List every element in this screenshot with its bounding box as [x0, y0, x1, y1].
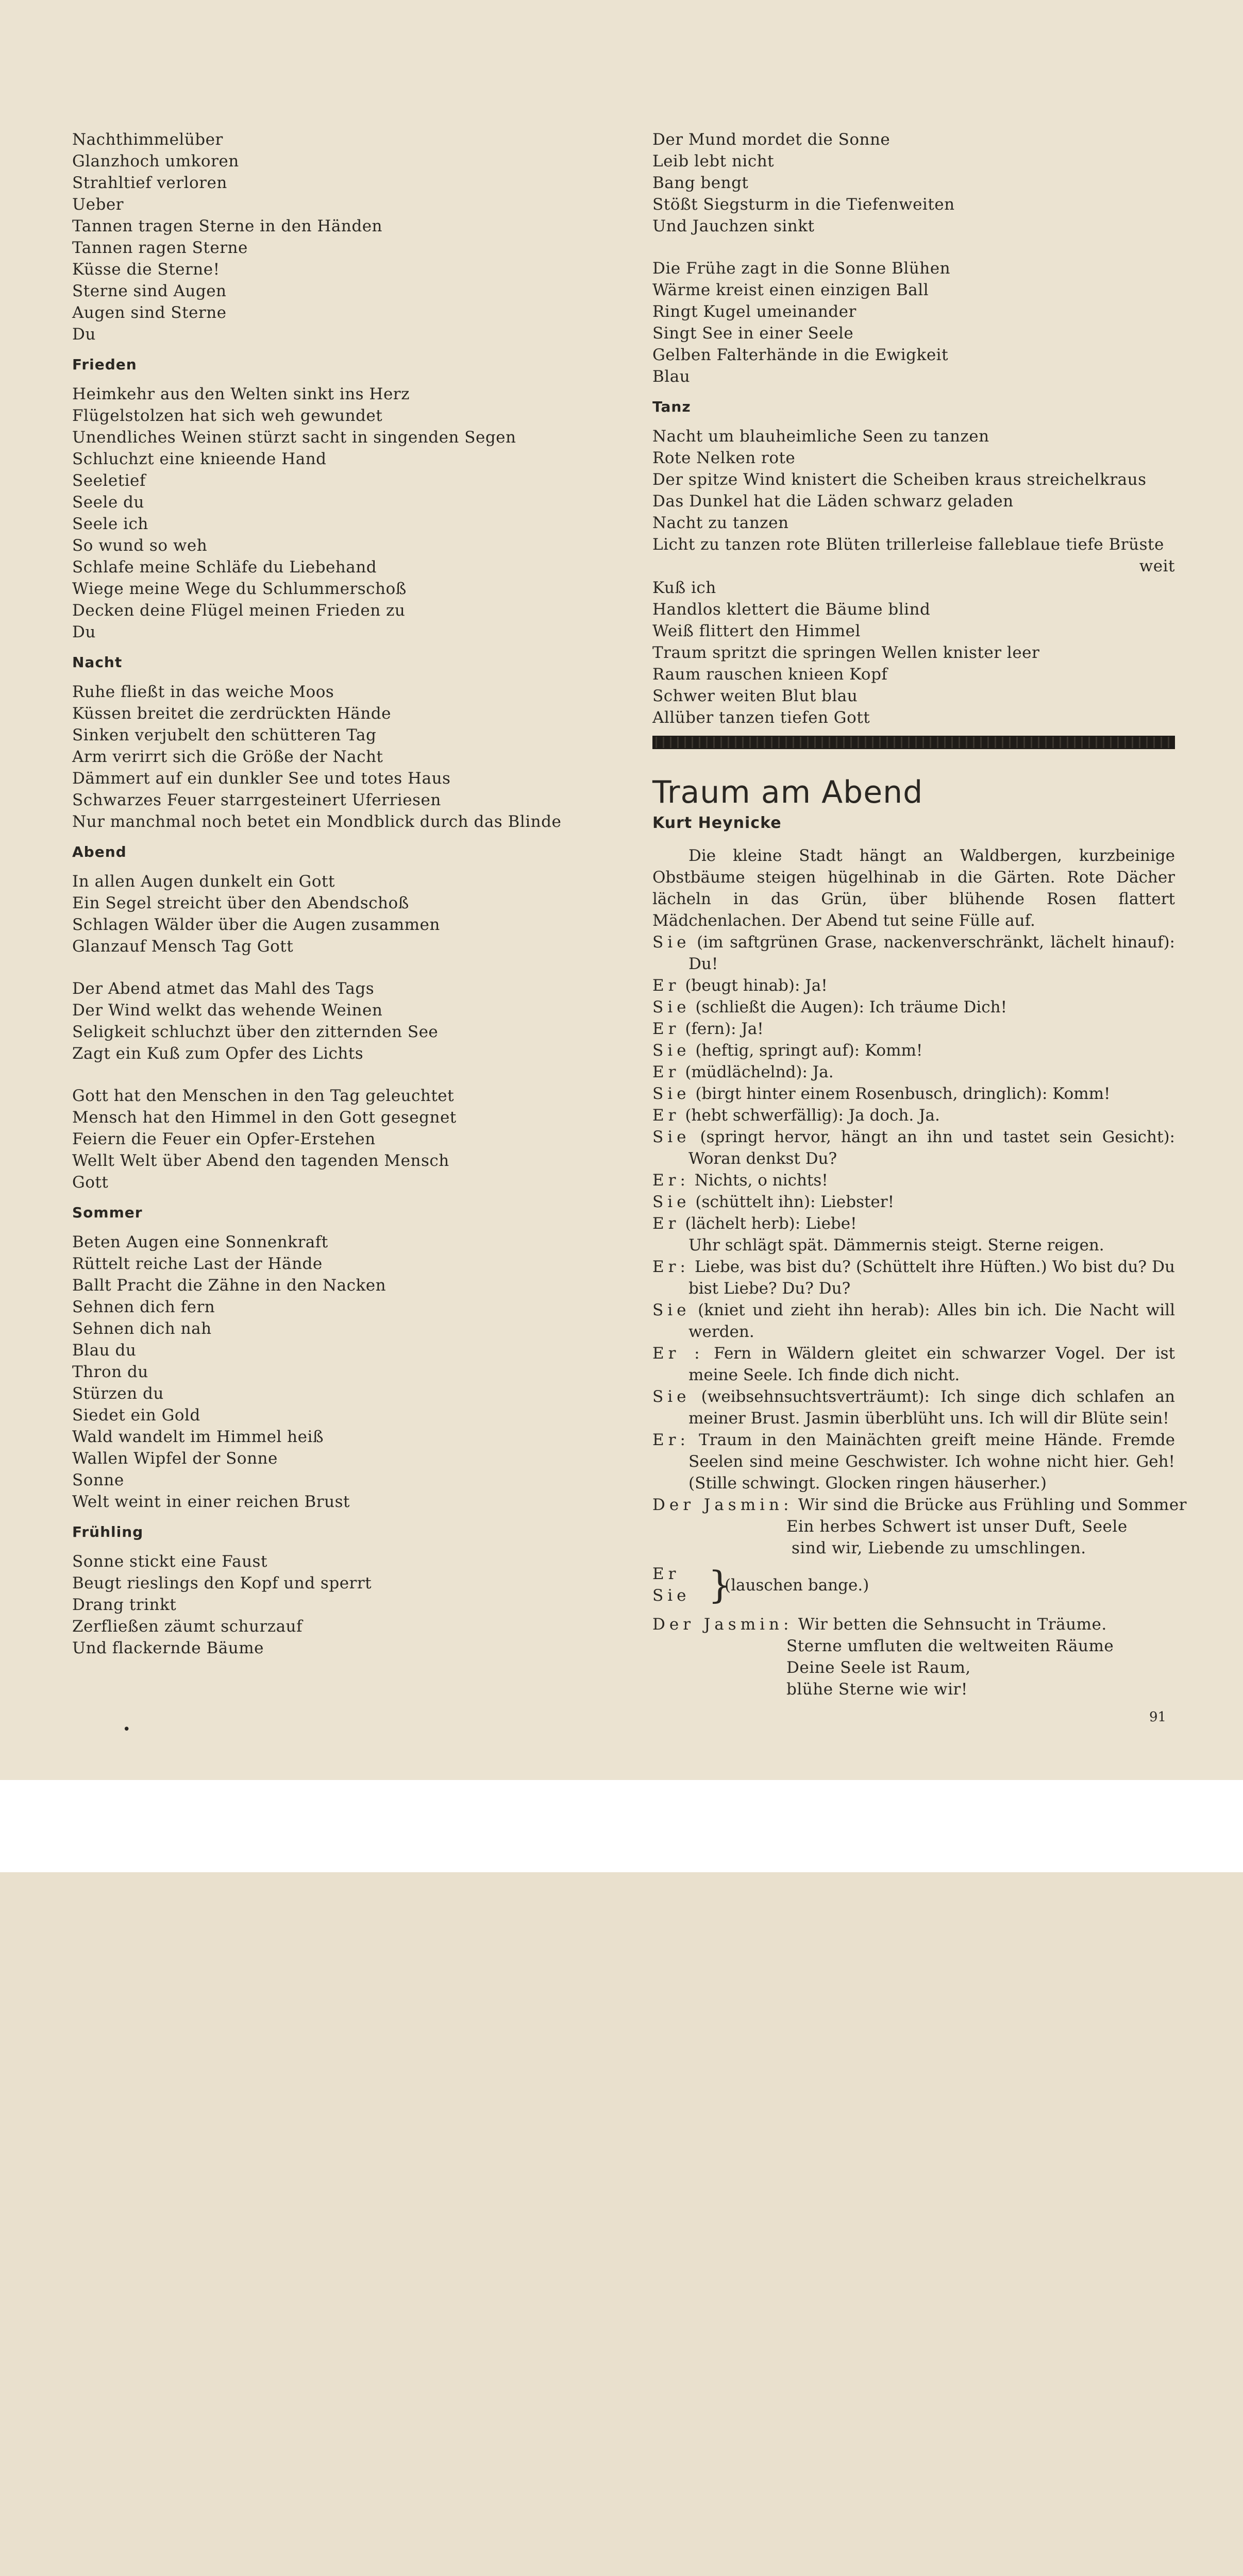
verse-line: Beugt rieslings den Kopf und sperrt — [72, 1574, 372, 1592]
verse-line: Ruhe fließt in das weiche Moos — [72, 683, 334, 701]
verse-line: weit — [1139, 557, 1175, 575]
verse-line: Flügelstolzen hat sich weh gewundet — [72, 406, 383, 425]
stanza-gap — [652, 237, 1175, 258]
dialogue-entry — [652, 1213, 1175, 1234]
verse-line: Wir betten die Sehnsucht in Träume. — [798, 1615, 1107, 1634]
speaker: Er — [652, 1020, 680, 1038]
dialogue-text: Liebe, was bist du? (Schüttelt ihre Hüften.) Wo bist du? Du bist Liebe? Du? Du? — [688, 1258, 1175, 1298]
verse-line: In allen Augen dunkelt ein Gott — [72, 872, 335, 891]
poem-heading: Tanz — [652, 398, 691, 415]
verse-line: Der Wind welkt das wehende Weinen — [72, 1001, 383, 1020]
stanza-gap — [72, 957, 618, 978]
verse-line: Nur manchmal noch betet ein Mondblick durch das Blinde — [72, 812, 562, 831]
verse-line: Rote Nelken rote — [652, 449, 796, 467]
dialogue-text: (heftig, springt auf): Komm! — [695, 1041, 923, 1060]
dialogue-text: (schüttelt ihn): Liebster! — [695, 1193, 895, 1211]
verse-line: Ueber — [72, 195, 124, 214]
verse-line: Raum rauschen knieen Kopf — [652, 665, 888, 684]
speaker: Sie — [652, 933, 691, 952]
verse-line: Der Abend atmet das Mahl des Tags — [72, 979, 375, 998]
dialogue-text: (schließt die Augen): Ich träume Dich! — [695, 998, 1007, 1016]
verse-line: Sinken verjubelt den schütteren Tag — [72, 726, 377, 744]
verse-line: Seeletief — [72, 471, 146, 490]
verse-line: Und flackernde Bäume — [72, 1639, 264, 1657]
verse-line: Strahltief verloren — [72, 174, 227, 192]
verse-line: sind wir, Liebende zu umschlingen. — [792, 1539, 1086, 1557]
dialogue-text: Fern in Wäldern gleitet ein schwarzer Vogel. Der ist meine Seele. Ich finde dich nicht. — [688, 1344, 1175, 1384]
dialogue-entry — [652, 1299, 1175, 1343]
verse-line: Seligkeit schluchzt über den zitternden See — [72, 1023, 439, 1041]
verse-line: Licht zu tanzen rote Blüten trillerleise falleblaue tiefe Brüste — [652, 535, 1164, 554]
verse-line: Glanzauf Mensch Tag Gott — [72, 937, 294, 956]
dialogue-entry — [652, 1429, 1175, 1494]
dialogue-entry — [652, 1191, 1175, 1213]
verse-line: Küsse die Sterne! — [72, 260, 220, 279]
jasmin-speech-2 — [652, 1614, 1175, 1700]
poem-heading: Frühling — [72, 1523, 144, 1540]
verse-line: Tannen ragen Sterne — [72, 239, 248, 257]
verse-line: Nacht um blauheimliche Seen zu tanzen — [652, 427, 989, 446]
verse-line: Der spitze Wind knistert die Scheiben kraus streichelkraus — [652, 470, 1147, 489]
verse-line: Nachthimmelüber — [72, 130, 223, 149]
verse-line: Wiege meine Wege du Schlummerschoß — [72, 580, 407, 598]
brace-speakers — [652, 1563, 691, 1606]
dialogue-text: (weibsehnsuchtsverträumt): Ich singe dich schlafen an meiner Brust. Jasmin überblüht uns. Ich will dir Blüte sein! — [688, 1387, 1175, 1428]
speaker: Der Jasmin: — [652, 1496, 793, 1514]
verse-line: Gott hat den Menschen in den Tag geleuchtet — [72, 1087, 455, 1105]
verse-line: Handlos klettert die Bäume blind — [652, 600, 931, 619]
verse-line: Welt weint in einer reichen Brust — [72, 1493, 350, 1511]
intro-text: Die kleine Stadt hängt an Waldbergen, kurzbeinige Obstbäume steigen hügelhinab in die Gärten. Rote Dächer lächeln in das Grün, über blühende Rosen flattert Mädchenlachen. Der Abend tut seine Fülle auf. — [652, 846, 1175, 930]
verse-line: Du — [72, 325, 96, 344]
speaker: Er — [652, 1214, 680, 1233]
dialogue-text: Uhr schlägt spät. Dämmernis steigt. Sterne reigen. — [688, 1236, 1104, 1255]
jasmin-speech-1 — [652, 1494, 1187, 1559]
poem-heading: Sommer — [72, 1204, 143, 1221]
section-divider-rule — [652, 736, 1175, 749]
dialogue-text: (beugt hinab): Ja! — [685, 976, 828, 995]
speaker: Sie — [652, 1041, 691, 1060]
dialogue-text: (birgt hinter einem Rosenbusch, dringlich): Komm! — [695, 1084, 1111, 1103]
page-number: 91 — [1149, 1709, 1167, 1725]
curly-brace-icon: } — [708, 1563, 732, 1606]
speaker: Er: — [652, 1431, 690, 1449]
dialogue-text: (müdlächelnd): Ja. — [685, 1063, 834, 1081]
poem-heading: Frieden — [72, 356, 137, 373]
verse-line: Stürzen du — [72, 1384, 164, 1403]
verse-line: Ein herbes Schwert ist unser Duft, Seele — [786, 1517, 1128, 1536]
dialogue-text: (lächelt herb): Liebe! — [685, 1214, 857, 1233]
brace-stage-direction — [652, 1563, 1175, 1609]
verse-line: Ringt Kugel umeinander — [652, 302, 856, 321]
verse-line: Und Jauchzen sinkt — [652, 217, 815, 235]
verse-line: Gelben Falterhände in die Ewigkeit — [652, 346, 949, 364]
verse-line: Traum spritzt die springen Wellen knister leer — [652, 643, 1040, 662]
dialogue-text: (springt hervor, hängt an ihn und tastet sein Gesicht): Woran denkst Du? — [688, 1128, 1175, 1168]
left-column — [72, 129, 618, 1659]
speaker: Er — [652, 1106, 680, 1125]
verse-line: Das Dunkel hat die Läden schwarz geladen — [652, 492, 1014, 511]
verse-line: Sonne stickt eine Faust — [72, 1552, 267, 1571]
verse-line: Seele du — [72, 493, 144, 512]
dialogue-entry — [652, 1343, 1175, 1386]
speaker: Er : — [652, 1344, 704, 1363]
verse-line: Tannen tragen Sterne in den Händen — [72, 217, 383, 235]
verse-line: Bang bengt — [652, 174, 749, 192]
verse-line: Sonne — [72, 1471, 124, 1489]
dialogue-text: (im saftgrünen Grase, nackenverschränkt, lächelt hinauf): Du! — [688, 933, 1175, 973]
right-column — [652, 129, 1187, 1700]
dialogue-entry — [652, 1234, 1175, 1256]
dialogue-text: (fern): Ja! — [685, 1020, 764, 1038]
verse-line: Allüber tanzen tiefen Gott — [652, 708, 870, 727]
verse-line: Drang trinkt — [72, 1596, 177, 1614]
verse-line: Mensch hat den Himmel in den Gott gesegnet — [72, 1108, 457, 1127]
speaker: Sie — [652, 1084, 691, 1103]
verse-line: Zagt ein Kuß zum Opfer des Lichts — [72, 1044, 364, 1063]
verse-line: Sehnen dich fern — [72, 1298, 215, 1316]
article-intro — [652, 845, 1175, 931]
dialogue-entry — [652, 1061, 1175, 1083]
verse-line: So wund so weh — [72, 536, 208, 555]
viewer-footer — [0, 1780, 1243, 1872]
verse-line: Leib lebt nicht — [652, 152, 775, 171]
dialogue-entry — [652, 1170, 1175, 1191]
speaker: Sie — [652, 1387, 691, 1406]
dialogue-entry — [652, 996, 1175, 1018]
dialogue-text: (hebt schwerfällig): Ja doch. Ja. — [685, 1106, 940, 1125]
speaker: Er: — [652, 1258, 690, 1276]
verse-line: Gott — [72, 1173, 109, 1192]
dialogue-entry — [652, 1386, 1175, 1429]
verse-line: Nacht zu tanzen — [652, 514, 789, 532]
verse-line: Glanzhoch umkoren — [72, 152, 239, 171]
verse-line: Decken deine Flügel meinen Frieden zu — [72, 601, 406, 620]
dialogue-entry — [652, 931, 1175, 975]
verse-line: Wärme kreist einen einzigen Ball — [652, 281, 929, 299]
verse-line: Wir sind die Brücke aus Frühling und Sommer — [798, 1496, 1187, 1514]
poem-heading: Nacht — [72, 654, 123, 671]
verse-line: Schlagen Wälder über die Augen zusammen — [72, 916, 440, 934]
right-poems — [652, 129, 1175, 728]
verse-line: Feiern die Feuer ein Opfer-Erstehen — [72, 1130, 376, 1148]
verse-line: Beten Augen eine Sonnenkraft — [72, 1233, 328, 1251]
speaker: Er: — [652, 1171, 690, 1190]
verse-line: Kuß ich — [652, 579, 716, 597]
verse-line: Sterne umfluten die weltweiten Räume — [786, 1637, 1114, 1655]
speaker: Er — [652, 1565, 680, 1583]
poem-heading: Abend — [72, 843, 127, 860]
verse-line: Schlafe meine Schläfe du Liebehand — [72, 558, 377, 577]
verse-line: Der Mund mordet die Sonne — [652, 130, 891, 149]
verse-line: Thron du — [72, 1363, 148, 1381]
speaker: Sie — [652, 1128, 691, 1146]
speaker: Er — [652, 1063, 680, 1081]
verse-line: Wald wandelt im Himmel heiß — [72, 1428, 324, 1446]
verse-line: Sterne sind Augen — [72, 282, 227, 300]
dialogue-text: (kniet und zieht ihn herab): Alles bin ich. Die Nacht will werden. — [688, 1301, 1175, 1341]
verse-line: Dämmert auf ein dunkler See und totes Haus — [72, 769, 451, 788]
verse-line: Die Frühe zagt in die Sonne Blühen — [652, 259, 951, 278]
verse-line: Du — [72, 623, 96, 641]
dialogue-entry — [652, 1018, 1175, 1040]
verse-line: Schwarzes Feuer starrgesteinert Uferriesen — [72, 791, 441, 809]
verse-line: Wallen Wipfel der Sonne — [72, 1449, 278, 1468]
verse-line: Zerfließen zäumt schurzauf — [72, 1617, 303, 1636]
verse-line: Siedet ein Gold — [72, 1406, 200, 1425]
verse-line: Sehnen dich nah — [72, 1319, 212, 1338]
verse-line: blühe Sterne wie wir! — [786, 1680, 968, 1699]
verse-line: Stößt Siegsturm in die Tiefenweiten — [652, 195, 955, 214]
dialogue-entry — [652, 1126, 1175, 1170]
verse-line: Unendliches Weinen stürzt sacht in singenden Segen — [72, 428, 516, 447]
article-title: Traum am Abend — [652, 774, 923, 810]
verse-line: Schwer weiten Blut blau — [652, 687, 858, 705]
verse-line: Küssen breitet die zerdrückten Hände — [72, 704, 391, 723]
verse-line: Blau du — [72, 1341, 137, 1360]
dialogue-entry — [652, 1105, 1175, 1126]
speaker: Sie — [652, 1193, 691, 1211]
article-author: Kurt Heynicke — [652, 814, 782, 832]
dialogue — [652, 931, 1175, 1494]
verse-line: Ballt Pracht die Zähne in den Nacken — [72, 1276, 387, 1295]
verse-line: Rüttelt reiche Last der Hände — [72, 1255, 323, 1273]
dialogue-entry — [652, 1083, 1175, 1105]
dialogue-text: Nichts, o nichts! — [694, 1171, 828, 1190]
dialogue-entry — [652, 975, 1175, 996]
verse-line: Arm verirrt sich die Größe der Nacht — [72, 748, 383, 766]
speaker: Er — [652, 976, 680, 995]
verse-line: Wellt Welt über Abend den tagenden Mensch — [72, 1151, 449, 1170]
verse-line: Heimkehr aus den Welten sinkt ins Herz — [72, 385, 410, 403]
speaker: Sie — [652, 1586, 691, 1605]
dialogue-entry — [652, 1040, 1175, 1061]
dialogue-entry — [652, 1256, 1175, 1299]
verse-line: Schluchzt eine knieende Hand — [72, 450, 327, 468]
speaker: Sie — [652, 1301, 691, 1319]
verse-line: Seele ich — [72, 515, 148, 533]
stage-direction: (lauschen bange.) — [725, 1576, 869, 1595]
verse-line: Augen sind Sterne — [72, 303, 227, 322]
verse-line: Weiß flittert den Himmel — [652, 622, 861, 640]
verse-line: Ein Segel streicht über den Abendschoß — [72, 894, 409, 912]
ink-dot: • — [123, 1722, 131, 1737]
speaker: Der Jasmin: — [652, 1615, 793, 1634]
verse-line: Singt See in einer Seele — [652, 324, 854, 343]
verse-line: Deine Seele ist Raum, — [786, 1658, 971, 1677]
speaker: Sie — [652, 998, 691, 1016]
stanza-gap — [72, 1064, 618, 1085]
dialogue-text: Traum in den Mainächten greift meine Hände. Fremde Seelen sind meine Geschwister. Ich wohne nicht hier. Geh! (Stille schwingt. Glocken ringen häuserher.) — [688, 1431, 1175, 1493]
verse-line: Blau — [652, 367, 691, 386]
